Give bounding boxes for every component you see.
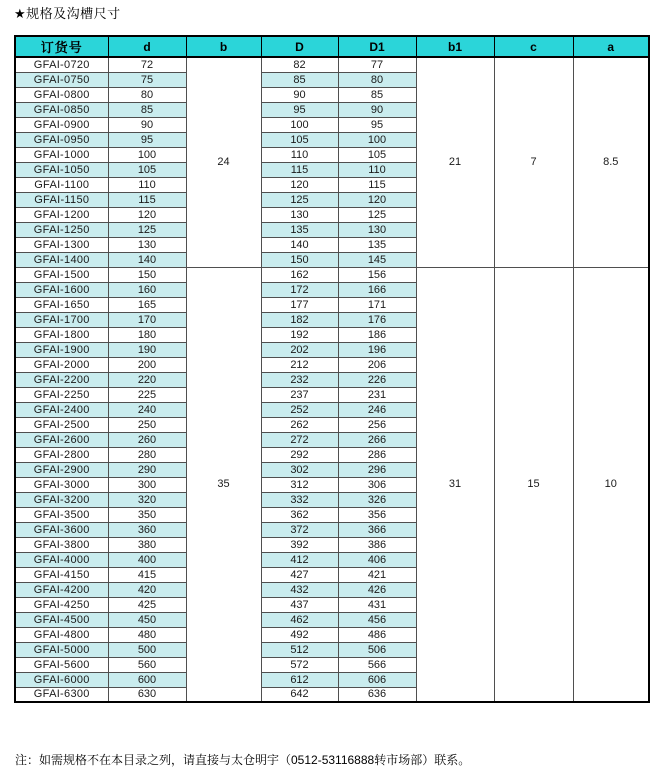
d-cell: 240 <box>108 402 186 417</box>
a-merged-cell-section-2: 10 <box>573 267 649 702</box>
d-cell: 400 <box>108 552 186 567</box>
D-cell: 150 <box>261 252 338 267</box>
order-no-cell: GFAI-6000 <box>15 672 108 687</box>
order-no-cell: GFAI-2800 <box>15 447 108 462</box>
D1-cell: 115 <box>338 177 416 192</box>
D-cell: 412 <box>261 552 338 567</box>
D1-cell: 606 <box>338 672 416 687</box>
order-no-cell: GFAI-2900 <box>15 462 108 477</box>
D1-cell: 130 <box>338 222 416 237</box>
order-no-cell: GFAI-5600 <box>15 657 108 672</box>
D-cell: 252 <box>261 402 338 417</box>
D-cell: 362 <box>261 507 338 522</box>
col-header-b: b <box>186 36 261 57</box>
order-no-cell: GFAI-4000 <box>15 552 108 567</box>
d-cell: 220 <box>108 372 186 387</box>
order-no-cell: GFAI-1400 <box>15 252 108 267</box>
D1-cell: 186 <box>338 327 416 342</box>
D1-cell: 566 <box>338 657 416 672</box>
D1-cell: 386 <box>338 537 416 552</box>
D-cell: 95 <box>261 102 338 117</box>
d-cell: 480 <box>108 627 186 642</box>
D-cell: 492 <box>261 627 338 642</box>
order-no-cell: GFAI-3000 <box>15 477 108 492</box>
d-cell: 100 <box>108 147 186 162</box>
D1-cell: 426 <box>338 582 416 597</box>
d-cell: 150 <box>108 267 186 282</box>
order-no-cell: GFAI-0900 <box>15 117 108 132</box>
order-no-cell: GFAI-4150 <box>15 567 108 582</box>
D-cell: 292 <box>261 447 338 462</box>
D-cell: 182 <box>261 312 338 327</box>
d-cell: 280 <box>108 447 186 462</box>
order-no-cell: GFAI-0850 <box>15 102 108 117</box>
D-cell: 302 <box>261 462 338 477</box>
d-cell: 250 <box>108 417 186 432</box>
d-cell: 500 <box>108 642 186 657</box>
table-row <box>15 267 649 282</box>
order-no-cell: GFAI-1250 <box>15 222 108 237</box>
D1-cell: 326 <box>338 492 416 507</box>
d-cell: 320 <box>108 492 186 507</box>
D-cell: 100 <box>261 117 338 132</box>
D-cell: 202 <box>261 342 338 357</box>
order-no-cell: GFAI-1150 <box>15 192 108 207</box>
col-header-D: D <box>261 36 338 57</box>
order-no-cell: GFAI-1300 <box>15 237 108 252</box>
order-no-cell: GFAI-4500 <box>15 612 108 627</box>
D-cell: 392 <box>261 537 338 552</box>
D-cell: 432 <box>261 582 338 597</box>
order-no-cell: GFAI-0750 <box>15 72 108 87</box>
col-header-c: c <box>494 36 573 57</box>
D-cell: 177 <box>261 297 338 312</box>
D-cell: 85 <box>261 72 338 87</box>
d-cell: 140 <box>108 252 186 267</box>
D1-cell: 266 <box>338 432 416 447</box>
order-no-cell: GFAI-2200 <box>15 372 108 387</box>
D1-cell: 206 <box>338 357 416 372</box>
a-merged-cell-section-1: 8.5 <box>573 57 649 267</box>
order-no-cell: GFAI-1600 <box>15 282 108 297</box>
D1-cell: 100 <box>338 132 416 147</box>
d-cell: 72 <box>108 57 186 72</box>
d-cell: 290 <box>108 462 186 477</box>
D-cell: 82 <box>261 57 338 72</box>
d-cell: 200 <box>108 357 186 372</box>
order-no-cell: GFAI-2250 <box>15 387 108 402</box>
D-cell: 427 <box>261 567 338 582</box>
D1-cell: 456 <box>338 612 416 627</box>
col-header-a: a <box>573 36 649 57</box>
d-cell: 225 <box>108 387 186 402</box>
order-no-cell: GFAI-4200 <box>15 582 108 597</box>
D-cell: 572 <box>261 657 338 672</box>
col-header-D1: D1 <box>338 36 416 57</box>
d-cell: 80 <box>108 87 186 102</box>
table-body <box>15 57 649 702</box>
D1-cell: 85 <box>338 87 416 102</box>
d-cell: 115 <box>108 192 186 207</box>
D1-cell: 80 <box>338 72 416 87</box>
order-no-cell: GFAI-2500 <box>15 417 108 432</box>
d-cell: 85 <box>108 102 186 117</box>
d-cell: 630 <box>108 687 186 702</box>
D1-cell: 356 <box>338 507 416 522</box>
d-cell: 170 <box>108 312 186 327</box>
c-merged-cell-section-2: 15 <box>494 267 573 702</box>
d-cell: 560 <box>108 657 186 672</box>
d-cell: 420 <box>108 582 186 597</box>
D1-cell: 77 <box>338 57 416 72</box>
c-merged-cell-section-1: 7 <box>494 57 573 267</box>
order-no-cell: GFAI-1700 <box>15 312 108 327</box>
d-cell: 260 <box>108 432 186 447</box>
D-cell: 105 <box>261 132 338 147</box>
D1-cell: 125 <box>338 207 416 222</box>
d-cell: 425 <box>108 597 186 612</box>
header-row <box>15 36 649 57</box>
order-no-cell: GFAI-0950 <box>15 132 108 147</box>
D-cell: 172 <box>261 282 338 297</box>
d-cell: 95 <box>108 132 186 147</box>
d-cell: 105 <box>108 162 186 177</box>
order-no-cell: GFAI-0720 <box>15 57 108 72</box>
D1-cell: 145 <box>338 252 416 267</box>
D1-cell: 256 <box>338 417 416 432</box>
order-no-cell: GFAI-1800 <box>15 327 108 342</box>
D1-cell: 226 <box>338 372 416 387</box>
D-cell: 135 <box>261 222 338 237</box>
order-no-cell: GFAI-3500 <box>15 507 108 522</box>
D1-cell: 176 <box>338 312 416 327</box>
D-cell: 192 <box>261 327 338 342</box>
D-cell: 512 <box>261 642 338 657</box>
col-header-d: d <box>108 36 186 57</box>
D-cell: 140 <box>261 237 338 252</box>
D1-cell: 135 <box>338 237 416 252</box>
d-cell: 120 <box>108 207 186 222</box>
D1-cell: 421 <box>338 567 416 582</box>
D-cell: 232 <box>261 372 338 387</box>
D1-cell: 406 <box>338 552 416 567</box>
order-no-cell: GFAI-2600 <box>15 432 108 447</box>
order-no-cell: GFAI-5000 <box>15 642 108 657</box>
D-cell: 262 <box>261 417 338 432</box>
D-cell: 125 <box>261 192 338 207</box>
d-cell: 125 <box>108 222 186 237</box>
spec-table <box>14 35 650 703</box>
col-header-b1: b1 <box>416 36 494 57</box>
D1-cell: 366 <box>338 522 416 537</box>
order-no-cell: GFAI-0800 <box>15 87 108 102</box>
order-no-cell: GFAI-2400 <box>15 402 108 417</box>
D1-cell: 105 <box>338 147 416 162</box>
d-cell: 360 <box>108 522 186 537</box>
d-cell: 110 <box>108 177 186 192</box>
D1-cell: 90 <box>338 102 416 117</box>
b1-merged-cell-section-2: 31 <box>416 267 494 702</box>
b1-merged-cell-section-1: 21 <box>416 57 494 267</box>
page-title: ★规格及沟槽尺寸 <box>14 6 121 21</box>
D-cell: 237 <box>261 387 338 402</box>
table-row <box>15 57 649 72</box>
D1-cell: 636 <box>338 687 416 702</box>
D1-cell: 166 <box>338 282 416 297</box>
d-cell: 350 <box>108 507 186 522</box>
D-cell: 90 <box>261 87 338 102</box>
d-cell: 380 <box>108 537 186 552</box>
D-cell: 120 <box>261 177 338 192</box>
d-cell: 75 <box>108 72 186 87</box>
D-cell: 612 <box>261 672 338 687</box>
order-no-cell: GFAI-1000 <box>15 147 108 162</box>
D-cell: 272 <box>261 432 338 447</box>
d-cell: 450 <box>108 612 186 627</box>
D1-cell: 110 <box>338 162 416 177</box>
D-cell: 312 <box>261 477 338 492</box>
D1-cell: 431 <box>338 597 416 612</box>
order-no-cell: GFAI-4250 <box>15 597 108 612</box>
D-cell: 642 <box>261 687 338 702</box>
order-no-cell: GFAI-1650 <box>15 297 108 312</box>
D1-cell: 306 <box>338 477 416 492</box>
D1-cell: 171 <box>338 297 416 312</box>
order-no-cell: GFAI-6300 <box>15 687 108 702</box>
order-no-cell: GFAI-3600 <box>15 522 108 537</box>
order-no-cell: GFAI-1100 <box>15 177 108 192</box>
D1-cell: 486 <box>338 627 416 642</box>
col-header-order-no: 订货号 <box>15 36 108 57</box>
d-cell: 415 <box>108 567 186 582</box>
d-cell: 300 <box>108 477 186 492</box>
D1-cell: 156 <box>338 267 416 282</box>
D1-cell: 120 <box>338 192 416 207</box>
footnote: 注：如需规格不在本目录之列，请直接与太仓明宇（0512-53116888转市场部）联系。 <box>15 753 471 767</box>
D-cell: 437 <box>261 597 338 612</box>
D-cell: 372 <box>261 522 338 537</box>
D1-cell: 246 <box>338 402 416 417</box>
D1-cell: 196 <box>338 342 416 357</box>
order-no-cell: GFAI-4800 <box>15 627 108 642</box>
D1-cell: 296 <box>338 462 416 477</box>
d-cell: 160 <box>108 282 186 297</box>
order-no-cell: GFAI-1200 <box>15 207 108 222</box>
d-cell: 90 <box>108 117 186 132</box>
b-merged-cell-section-2: 35 <box>186 267 261 702</box>
D1-cell: 506 <box>338 642 416 657</box>
D1-cell: 231 <box>338 387 416 402</box>
d-cell: 190 <box>108 342 186 357</box>
D-cell: 162 <box>261 267 338 282</box>
d-cell: 600 <box>108 672 186 687</box>
d-cell: 130 <box>108 237 186 252</box>
order-no-cell: GFAI-3200 <box>15 492 108 507</box>
D-cell: 115 <box>261 162 338 177</box>
order-no-cell: GFAI-1900 <box>15 342 108 357</box>
D1-cell: 286 <box>338 447 416 462</box>
b-merged-cell-section-1: 24 <box>186 57 261 267</box>
d-cell: 180 <box>108 327 186 342</box>
order-no-cell: GFAI-2000 <box>15 357 108 372</box>
D-cell: 110 <box>261 147 338 162</box>
D-cell: 130 <box>261 207 338 222</box>
D-cell: 462 <box>261 612 338 627</box>
D-cell: 332 <box>261 492 338 507</box>
D-cell: 212 <box>261 357 338 372</box>
D1-cell: 95 <box>338 117 416 132</box>
order-no-cell: GFAI-3800 <box>15 537 108 552</box>
order-no-cell: GFAI-1500 <box>15 267 108 282</box>
order-no-cell: GFAI-1050 <box>15 162 108 177</box>
d-cell: 165 <box>108 297 186 312</box>
